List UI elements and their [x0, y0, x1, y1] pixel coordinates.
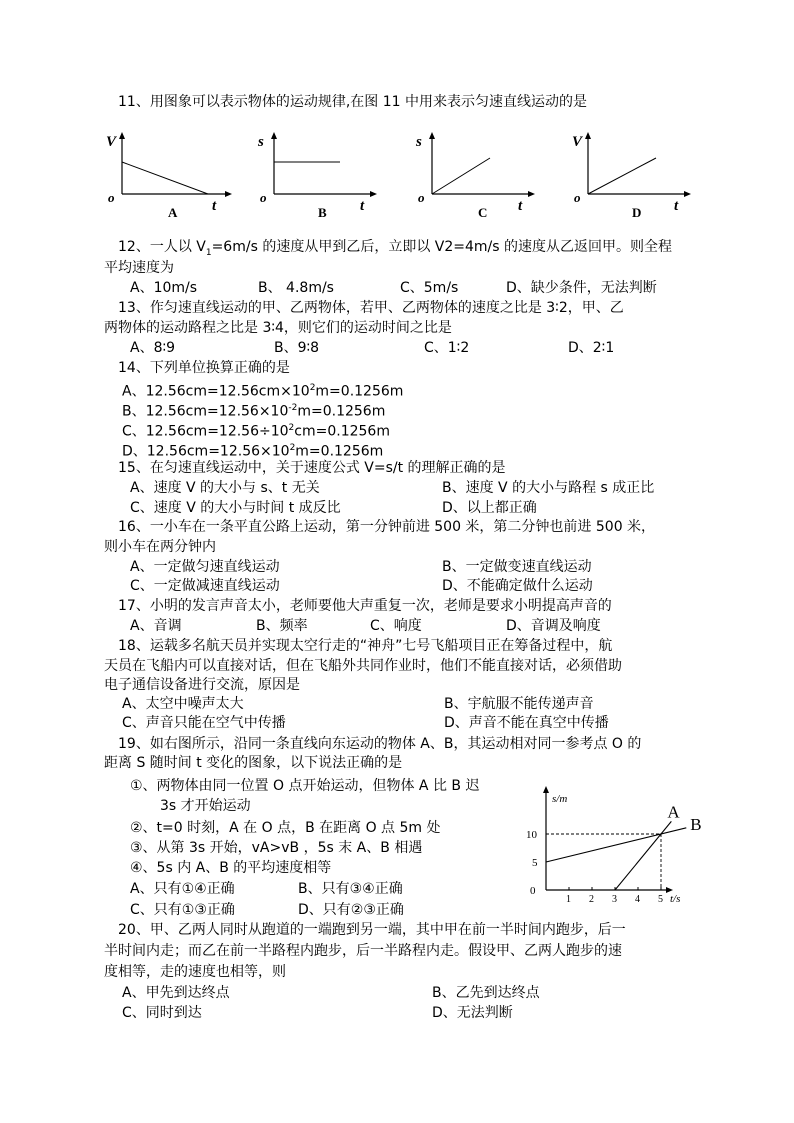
q20-stem-line2: 半时间内走；而乙在前一半路程内跑步，后一半路程内走。假设甲、乙两人跑步的速: [104, 943, 622, 959]
q19-y-tick-label: 5: [532, 857, 538, 869]
q19-stem-line2: 距离 S 随时间 t 变化的图象，以下说法正确的是: [104, 755, 403, 771]
q19-option-d: D、只有②③正确: [298, 902, 404, 918]
graph-d-yaxis: V: [572, 134, 583, 150]
q20-option-a: A、甲先到达终点: [122, 985, 230, 1001]
q19-series-a-label: A: [667, 802, 680, 822]
q19-statement-3: ③、从第 3s 开始，vA>vB ，5s 末 A、B 相遇: [130, 840, 423, 856]
q11-graph-a: [104, 128, 234, 222]
q19-option-b: B、只有③④正确: [298, 881, 403, 897]
q16-stem-line1: 16、一小车在一条平直公路上运动，第一分钟前进 500 米，第二分钟也前进 500 米，: [118, 519, 656, 535]
q12-option-d: D、缺少条件，无法判断: [506, 280, 657, 296]
q18-stem-line3: 电子通信设备进行交流，原因是: [104, 677, 300, 693]
q19-option-a: A、只有①④正确: [130, 881, 235, 897]
q13-stem-line2: 两物体的运动路程之比是 3∶4，则它们的运动时间之比是: [104, 320, 452, 336]
q19-option-c: C、只有①③正确: [130, 902, 235, 918]
q20-option-b: B、乙先到达终点: [432, 985, 540, 1001]
q16-option-c: C、一定做减速直线运动: [130, 578, 280, 594]
q11-graph-c: [414, 128, 544, 222]
q12-stem-line2: 平均速度为: [104, 260, 174, 276]
graph-a-origin: o: [108, 190, 115, 205]
q19-series-a-line: [615, 821, 671, 890]
q19-ylabel: s/m: [552, 793, 568, 805]
q12-stem-line1: 12、一人以 $V_1=6m/s$ 的速度从甲到乙后，立即以 V2=4m/s 的速度从乙返回甲。则全程: [118, 239, 672, 258]
q20-option-c: C、同时到达: [122, 1005, 202, 1021]
q18-option-a: A、太空中噪声太大: [122, 696, 244, 712]
q18-option-b: B、宇航服不能传递声音: [444, 696, 594, 712]
q14-option-b: B、$12.56cm=12.56\times 10^{-2}m=0.1256m$: [122, 403, 386, 420]
q19-statement-1a: ①、两物体由同一位置 O 点开始运动，但物体 A 比 B 迟: [130, 778, 480, 794]
q19-statement-1b: 3s 才开始运动: [160, 798, 251, 814]
graph-d-label: D: [632, 205, 642, 220]
q20-stem-line1: 20、甲、乙两人同时从跑道的一端跑到另一端，其中甲在前一半时间内跑步，后一: [118, 922, 626, 938]
q19-statement-2: ②、t=0 时刻，A 在 O 点，B 在距离 O 点 5m 处: [130, 820, 441, 836]
q13-option-c: C、1∶2: [424, 340, 470, 356]
q19-x-tick-label: 4: [635, 894, 640, 905]
graph-b-yaxis: s: [258, 134, 264, 150]
graph-b-xaxis: t: [360, 198, 365, 214]
graph-c-yaxis: s: [416, 134, 422, 150]
q19-x-tick-label: 2: [589, 894, 594, 905]
q20-stem-line3: 度相等，走的速度也相等，则: [104, 964, 286, 980]
q14-option-a: A、$12.56cm=12.56cm\times 10^2m=0.1256m$: [122, 383, 404, 400]
q14-option-c: C、$12.56cm=12.56\div 10^2cm=0.1256m$: [122, 423, 390, 440]
graph-a-yaxis: V: [106, 134, 117, 150]
q19-x-tick-label: 5: [658, 894, 663, 905]
q17-option-c: C、响度: [370, 618, 422, 634]
q15-option-d: D、以上都正确: [442, 500, 537, 516]
q19-statement-4: ④、5s 内 A、B 的平均速度相等: [130, 860, 332, 876]
q15-option-a: A、速度 V 的大小与 s、t 无关: [130, 480, 320, 496]
q16-option-a: A、一定做匀速直线运动: [130, 559, 280, 575]
q17-stem: 17、小明的发言声音太小，老师要他大声重复一次，老师是要求小明提高声音的: [118, 598, 612, 614]
q19-x-tick-label: 1: [566, 894, 571, 905]
q19-stem-line1: 19、如右图所示，沿同一条直线向东运动的物体 A、B，其运动相对同一参考点 O 的: [118, 736, 642, 752]
q16-option-b: B、一定做变速直线运动: [442, 559, 592, 575]
graph-d-origin: o: [574, 190, 581, 205]
q13-option-d: D、2∶1: [568, 340, 615, 356]
q18-option-c: C、声音只能在空气中传播: [122, 715, 286, 731]
q15-stem: 15、在匀速直线运动中，关于速度公式 V=s/t 的理解正确的是: [118, 460, 506, 476]
graph-c-xaxis: t: [518, 198, 523, 214]
q19-y-tick-label: 10: [526, 829, 537, 841]
q20-option-d: D、无法判断: [432, 1005, 513, 1021]
q13-option-b: B、9∶8: [274, 340, 320, 356]
q18-stem-line1: 18、运载多名航天员并实现太空行走的“神舟”七号飞船项目正在筹备过程中，航: [118, 638, 613, 654]
q19-x-tick-label: 3: [612, 894, 617, 905]
q15-option-c: C、速度 V 的大小与时间 t 成反比: [130, 500, 341, 516]
q13-option-a: A、8∶9: [130, 340, 176, 356]
q11-graph-b: [256, 128, 386, 222]
q19-y-arrow: [543, 786, 549, 793]
q17-option-a: A、音调: [130, 618, 182, 634]
q16-option-d: D、不能确定做什么运动: [442, 578, 593, 594]
q13-stem-line1: 13、作匀速直线运动的甲、乙两物体，若甲、乙两物体的速度之比是 3∶2，甲、乙: [118, 300, 624, 316]
q19-xlabel: t/s: [670, 893, 681, 905]
q18-stem-line2: 天员在飞船内可以直接对话，但在飞船外共同作业时，他们不能直接对话，必须借助: [104, 658, 622, 674]
q16-stem-line2: 则小车在两分钟内: [104, 539, 216, 555]
q11-graph-d: [570, 128, 700, 222]
q12-option-c: C、5m/s: [400, 280, 459, 296]
graph-c-origin: o: [418, 190, 425, 205]
graph-a-label: A: [168, 205, 178, 220]
q18-option-d: D、声音不能在真空中传播: [444, 715, 609, 731]
q19-series-b-line: [546, 828, 686, 862]
graph-b-origin: o: [260, 190, 267, 205]
q19-y-tick-label: 0: [530, 885, 536, 897]
q12-option-b: B、 4.8m/s: [258, 280, 334, 296]
q19-series-b-label: B: [690, 814, 702, 834]
graph-c-label: C: [478, 205, 488, 220]
graph-b-label: B: [318, 205, 327, 220]
q14-option-d: D、$12.56cm=12.56\times 10^2m=0.1256m$: [122, 443, 384, 460]
graph-d-xaxis: t: [674, 198, 679, 214]
q11-stem: 11、用图象可以表示物体的运动规律,在图 11 中用来表示匀速直线运动的是: [118, 94, 587, 110]
q17-option-b: B、频率: [256, 618, 308, 634]
q19-chart: [520, 778, 710, 914]
graph-a-xaxis: t: [212, 198, 217, 214]
q12-option-a: A、10m/s: [130, 280, 198, 296]
q15-option-b: B、速度 V 的大小与路程 s 成正比: [442, 480, 655, 496]
q17-option-d: D、音调及响度: [506, 618, 601, 634]
q14-stem: 14、下列单位换算正确的是: [118, 360, 290, 376]
